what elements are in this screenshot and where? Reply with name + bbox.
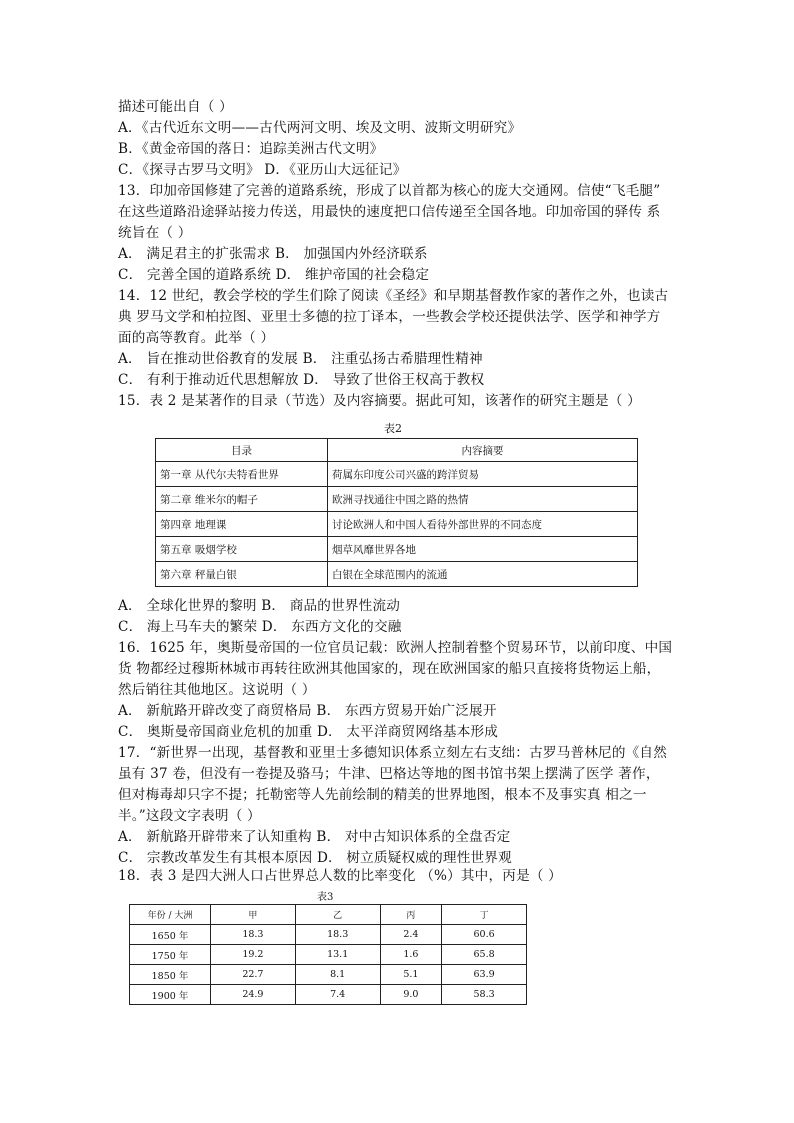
q16-stem-line1: 16．1625 年，奥斯曼帝国的一位官员记载：欧洲人控制着整个贸易环节，以前印度、中国	[118, 640, 673, 656]
table3-caption: 表3	[317, 892, 334, 903]
q15-stem: 15．表 2 是某著作的目录（节选）及内容摘要。据此可知，该著作的研究主题是（ ）	[118, 393, 641, 409]
q12-option-a: A．《古代近东文明——古代两河文明、埃及文明、波斯文明研究》	[118, 120, 522, 136]
q13-option-ab: A． 满足君主的扩张需求 B． 加强国内外经济联系	[118, 246, 428, 262]
table3-cell: 19.2	[211, 945, 296, 965]
table3-cell: 1650 年	[130, 925, 211, 945]
table2-cell: 烟草风靡世界各地	[328, 537, 638, 562]
table2-row	[156, 462, 638, 487]
table3-row	[130, 945, 527, 965]
table2-cell: 白银在全球范围内的流通	[328, 562, 638, 587]
q14-option-ab: A． 旨在推动世俗教育的发展 B． 注重弘扬古希腊理性精神	[118, 351, 483, 367]
table2-cell: 第一章 从代尔夫特看世界	[156, 462, 328, 487]
table2-header-cell: 目录	[156, 439, 328, 462]
table3-cell: 18.3	[295, 925, 380, 945]
table3-cell: 63.9	[442, 965, 527, 985]
q17-option-cd: C． 宗教改革发生有其根本原因 D． 树立质疑权威的理性世界观	[118, 850, 512, 866]
q17-stem-line2: 虽有 37 卷，但没有一卷提及骆马；牛津、巴格达等地的图书馆书架上摆满了医学 著作，	[118, 766, 660, 782]
table3-cell: 1750 年	[130, 945, 211, 965]
table2-header-cell: 内容摘要	[328, 439, 638, 462]
table2-cell: 荷属东印度公司兴盛的跨洋贸易	[328, 462, 638, 487]
table3-cell: 13.1	[295, 945, 380, 965]
table2-cell: 第六章 秤量白银	[156, 562, 328, 587]
q13-stem-line3: 统旨在（ ）	[118, 225, 192, 241]
q16-option-ab: A． 新航路开辟改变了商贸格局 B． 东西方贸易开始广泛展开	[118, 703, 497, 719]
q18-stem: 18．表 3 是四大洲人口占世界总人数的比率变化 （%）其中，丙是（ ）	[118, 868, 562, 884]
table2-row	[156, 512, 638, 537]
q12-option-b: B．《黄金帝国的落日：追踪美洲古代文明》	[118, 141, 384, 157]
table3-cell: 65.8	[442, 945, 527, 965]
table3	[129, 904, 527, 1005]
q16-stem-line3: 然后销往其他地区。这说明（ ）	[118, 682, 316, 698]
table3-header-cell: 丁	[442, 905, 527, 925]
q17-stem-line3: 但对梅毒却只字不提；托勒密等人先前绘制的精美的世界地图，根本不及事实真 相之一	[118, 787, 647, 803]
q17-stem-line4: 半。”这段文字表明（ ）	[118, 808, 261, 824]
table3-header-cell: 年份 / 大洲	[130, 905, 211, 925]
table3-cell: 7.4	[295, 985, 380, 1005]
table3-cell: 1850 年	[130, 965, 211, 985]
q15-option-cd: C． 海上马车夫的繁荣 D． 东西方文化的交融	[118, 619, 402, 635]
table3-cell: 22.7	[211, 965, 296, 985]
table3-cell: 60.6	[442, 925, 527, 945]
table3-header-row	[130, 905, 527, 925]
table2-cell: 第四章 地理课	[156, 512, 328, 537]
table3-cell: 8.1	[295, 965, 380, 985]
q13-stem-line2: 在这些道路沿途驿站接力传送，用最快的速度把口信传递至全国各地。印加帝国的驿传 系	[118, 204, 661, 220]
table3-row	[130, 985, 527, 1005]
table2-cell: 第二章 维米尔的帽子	[156, 487, 328, 512]
q14-stem-line1: 14．12 世纪，教会学校的学生们除了阅读《圣经》和早期基督教作家的著作之外，也读古	[118, 288, 669, 304]
table3-cell: 18.3	[211, 925, 296, 945]
table3-cell: 2.4	[380, 925, 442, 945]
table2-row	[156, 537, 638, 562]
q16-stem-line2: 货 物都经过穆斯林城市再转往欧洲其他国家的，现在欧洲国家的船只直接将货物运上船，	[118, 661, 661, 677]
q14-option-cd: C． 有利于推动近代思想解放 D． 导致了世俗王权高于教权	[118, 372, 485, 388]
table3-cell: 24.9	[211, 985, 296, 1005]
table3-cell: 1.6	[380, 945, 442, 965]
table3-cell: 1900 年	[130, 985, 211, 1005]
table3-cell: 9.0	[380, 985, 442, 1005]
q12-stem-end: 描述可能出自（ ）	[118, 99, 233, 115]
table3-header-cell: 丙	[380, 905, 442, 925]
q12-option-cd: C．《探寻古罗马文明》 D．《亚历山大远征记》	[118, 162, 407, 178]
q16-option-cd: C． 奥斯曼帝国商业危机的加重 D． 太平洋商贸网络基本形成	[118, 724, 499, 740]
table2-cell: 讨论欧洲人和中国人看待外部世界的不同态度	[328, 512, 638, 537]
table2-cell: 第五章 吸烟学校	[156, 537, 328, 562]
table3-header-cell: 乙	[295, 905, 380, 925]
q14-stem-line2: 典 罗马文学和柏拉图、亚里士多德的拉丁译本，一些教会学校还提供法学、医学和神学方	[118, 309, 661, 325]
q14-stem-line3: 面的高等教育。此举（ ）	[118, 330, 275, 346]
table3-row	[130, 965, 527, 985]
table3-header-cell: 甲	[211, 905, 296, 925]
table2-row	[156, 487, 638, 512]
table3-row	[130, 925, 527, 945]
table2-caption: 表2	[384, 422, 402, 435]
table2	[155, 438, 638, 587]
table3-cell: 58.3	[442, 985, 527, 1005]
table2-row	[156, 562, 638, 587]
table3-cell: 5.1	[380, 965, 442, 985]
q17-option-ab: A． 新航路开辟带来了认知重构 B． 对中古知识体系的全盘否定	[118, 829, 511, 845]
q13-option-cd: C． 完善全国的道路系统 D． 维护帝国的社会稳定	[118, 267, 430, 283]
q17-stem-line1: 17．“新世界一出现，基督教和亚里士多德知识体系立刻左右支绌：古罗马普林尼的《自然	[118, 745, 668, 761]
table2-cell: 欧洲寻找通往中国之路的热情	[328, 487, 638, 512]
q15-option-ab: A． 全球化世界的黎明 B． 商品的世界性流动	[118, 598, 401, 614]
table2-header-row	[156, 439, 638, 462]
q13-stem-line1: 13．印加帝国修建了完善的道路系统，形成了以首都为核心的庞大交通网。信使“飞毛腿”	[118, 183, 661, 199]
